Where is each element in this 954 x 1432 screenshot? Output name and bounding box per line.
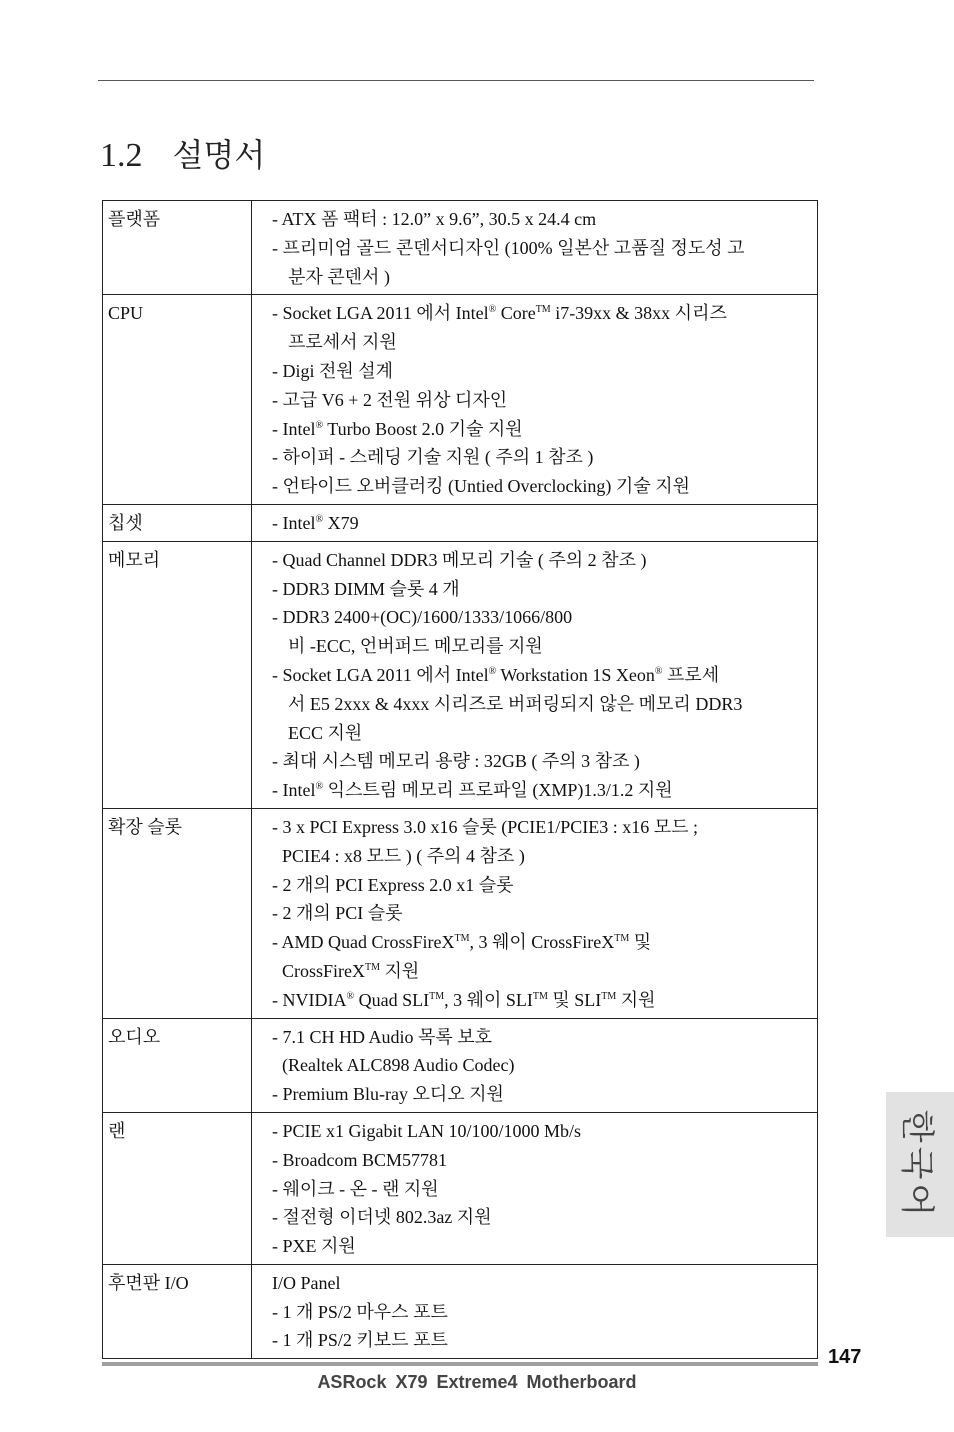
spec-category: 플랫폼	[103, 201, 252, 295]
bottom-rule	[102, 1362, 818, 1366]
spec-line: - DDR3 DIMM 슬롯 4 개	[272, 578, 460, 599]
spec-line: - Intel® X79	[272, 512, 359, 533]
spec-line: - 웨이크 - 온 - 랜 지원	[272, 1178, 439, 1199]
spec-items	[252, 1018, 818, 1112]
footer-title: ASRock X79 Extreme4 Motherboard	[317, 1372, 637, 1392]
spec-category: 메모리	[103, 541, 252, 808]
spec-line: I/O Panel	[272, 1272, 341, 1293]
spec-line: - 프리미엄 골드 콘덴서디자인 (100% 일본산 고품질 정도성 고	[272, 237, 745, 258]
spec-row	[103, 504, 818, 541]
spec-items	[252, 504, 818, 541]
spec-line: - 최대 시스템 메모리 용량 : 32GB ( 주의 3 참조 )	[272, 751, 640, 772]
spec-line: - 7.1 CH HD Audio 목록 보호	[272, 1026, 493, 1047]
spec-line: - AMD Quad CrossFireX™, 3 웨이 CrossFireX™ 및	[272, 932, 652, 953]
spec-line: - ATX 폼 팩터 : 12.0” x 9.6”, 30.5 x 24.4 cm	[272, 209, 597, 229]
spec-category: CPU	[103, 295, 252, 505]
spec-line: - PCIE x1 Gigabit LAN 10/100/1000 Mb/s	[272, 1120, 581, 1141]
spec-line: - NVIDIA® Quad SLI™, 3 웨이 SLI™ 및 SLI™ 지원	[272, 989, 656, 1010]
spec-items	[252, 1264, 818, 1358]
spec-row	[103, 541, 818, 808]
language-tab	[886, 1092, 954, 1237]
spec-row	[103, 808, 818, 1018]
spec-line: - Intel® Turbo Boost 2.0 기술 지원	[272, 418, 523, 439]
spec-line: ECC 지원	[288, 722, 363, 743]
spec-line: (Realtek ALC898 Audio Codec)	[282, 1055, 515, 1076]
spec-line: - Socket LGA 2011 에서 Intel® Core™ i7-39xx & 38xx 시리즈	[272, 303, 727, 324]
spec-line: CrossFireX™ 지원	[282, 960, 420, 981]
spec-line: - Quad Channel DDR3 메모리 기술 ( 주의 2 참조 )	[272, 549, 647, 570]
spec-line: - 언타이드 오버클러킹 (Untied Overclocking) 기술 지원	[272, 476, 690, 497]
spec-line: - 2 개의 PCI 슬롯	[272, 903, 403, 924]
spec-category: 확장 슬롯	[103, 808, 252, 1018]
spec-line: 분자 콘덴서 )	[288, 266, 390, 287]
spec-line: 서 E5 2xxx & 4xxx 시리즈로 버퍼링되지 않은 메모리 DDR3	[288, 693, 743, 714]
spec-line: 비 -ECC, 언버퍼드 메모리를 지원	[288, 636, 543, 657]
spec-line: - Socket LGA 2011 에서 Intel® Workstation 1S Xeon® 프로세	[272, 664, 720, 685]
spec-row	[103, 1018, 818, 1112]
spec-category: 후면판 I/O	[103, 1264, 252, 1358]
spec-row	[103, 201, 818, 295]
top-rule	[98, 80, 814, 81]
spec-items	[252, 541, 818, 808]
spec-items	[252, 201, 818, 295]
spec-row	[103, 1264, 818, 1358]
section-title	[100, 130, 265, 176]
spec-line: PCIE4 : x8 모드 ) ( 주의 4 참조 )	[282, 845, 525, 866]
page-number: 147	[828, 1346, 862, 1368]
spec-line: - 고급 V6 + 2 전원 위상 디자인	[272, 389, 508, 410]
spec-line: 프로세서 지원	[288, 332, 397, 353]
spec-line: - 3 x PCI Express 3.0 x16 슬롯 (PCIE1/PCIE3 : x16 모드 ;	[272, 816, 699, 837]
spec-line: - 2 개의 PCI Express 2.0 x1 슬롯	[272, 874, 514, 895]
spec-line: - 1 개 PS/2 키보드 포트	[272, 1330, 448, 1351]
spec-category: 칩셋	[103, 504, 252, 541]
spec-line: - 절전형 이더넷 802.3az 지원	[272, 1207, 492, 1228]
spec-table-body	[103, 201, 818, 1359]
spec-table	[102, 200, 818, 1359]
spec-line: - Broadcom BCM57781	[272, 1149, 447, 1170]
spec-row	[103, 1112, 818, 1264]
spec-items	[252, 808, 818, 1018]
spec-category: 오디오	[103, 1018, 252, 1112]
spec-line: - Premium Blu-ray 오디오 지원	[272, 1084, 504, 1105]
spec-line: - 1 개 PS/2 마우스 포트	[272, 1301, 448, 1322]
spec-line: - PXE 지원	[272, 1236, 356, 1257]
section-number: 1.2	[100, 137, 143, 174]
spec-category: 랜	[103, 1112, 252, 1264]
spec-items	[252, 1112, 818, 1264]
spec-line: - Digi 전원 설계	[272, 360, 394, 381]
section-heading: 설명서	[172, 136, 266, 174]
spec-items	[252, 295, 818, 505]
language-tab-label: 한국어	[896, 1109, 937, 1220]
spec-line: - Intel® 익스트림 메모리 프로파일 (XMP)1.3/1.2 지원	[272, 780, 673, 801]
spec-line: - DDR3 2400+(OC)/1600/1333/1066/800	[272, 607, 573, 628]
spec-line: - 하이퍼 - 스레딩 기술 지원 ( 주의 1 참조 )	[272, 447, 594, 468]
spec-row	[103, 295, 818, 505]
